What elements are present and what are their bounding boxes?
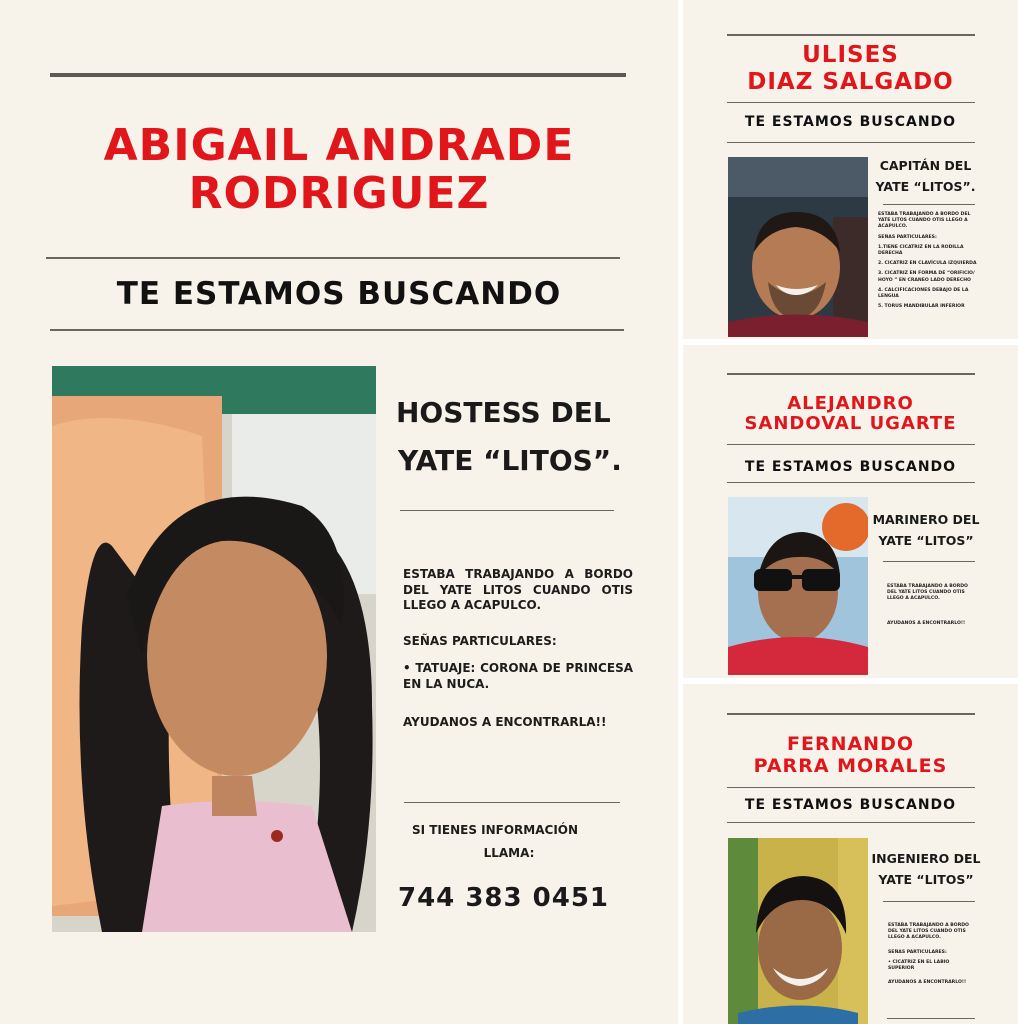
poster-fernando [683, 684, 1018, 1024]
person-name-line1: ALEJANDRO [787, 393, 914, 414]
divider [883, 204, 975, 205]
person-name-line2: SANDOVAL UGARTE [744, 413, 957, 434]
details-block [887, 584, 977, 631]
divider [727, 482, 975, 483]
help-text: AYUDANOS A ENCONTRARLA!! [403, 715, 607, 729]
divider [883, 561, 975, 562]
mark-item: 1.TIENE CICATRIZ EN LA RODILLA DERECHA [878, 244, 964, 256]
details-block [878, 212, 978, 314]
wanted-heading: TE ESTAMOS BUSCANDO [744, 114, 957, 130]
role-title-line2: YATE “LITOS” [878, 533, 974, 548]
divider [727, 822, 975, 823]
role-title-line1: INGENIERO DEL [871, 851, 981, 866]
divider [887, 1018, 975, 1019]
divider [400, 510, 614, 511]
wanted-heading: TE ESTAMOS BUSCANDO [116, 276, 562, 312]
person-name-line1: ULISES [802, 42, 899, 68]
top-rule [727, 713, 975, 715]
role-title-line2: YATE “LITOS”. [398, 444, 622, 477]
person-photo [728, 497, 868, 675]
description: ESTABA TRABAJANDO A BORDO DEL YATE LITOS CUANDO OTIS LLEGO A ACAPULCO. [887, 584, 968, 602]
mark-item: 5. TORUS MANDIBULAR INFERIOR [878, 304, 965, 310]
marks-title: SEÑAS PARTICULARES: [888, 949, 947, 955]
top-rule [727, 373, 975, 375]
person-name-line1: FERNANDO [786, 733, 915, 755]
person-name-line1: ABIGAIL ANDRADE [103, 120, 575, 171]
mark-item: • TATUAJE: CORONA DE PRINCESA EN LA NUCA. [403, 661, 633, 691]
person-name-line2: PARRA MORALES [753, 755, 948, 777]
person-photo [728, 838, 868, 1024]
divider [46, 257, 620, 259]
wanted-heading: TE ESTAMOS BUSCANDO [744, 797, 957, 813]
marks-title: SEÑAS PARTICULARES: [878, 234, 937, 240]
wanted-heading: TE ESTAMOS BUSCANDO [744, 459, 957, 475]
divider [883, 901, 975, 902]
poster-ulises [683, 0, 1018, 339]
person-name-line2: RODRIGUEZ [188, 168, 490, 219]
role-title-line1: HOSTESS DEL [396, 396, 611, 429]
mark-item: 4. CALCIFICACIONES DEBAJO DE LA LENGUA [878, 287, 969, 299]
divider [727, 142, 975, 143]
divider [727, 787, 975, 788]
mark-item: • CICATRIZ EN EL LABIO SUPERIOR [888, 959, 950, 971]
help-text: AYUDANOS A ENCONTRARLO!! [887, 620, 966, 626]
role-title-line1: MARINERO DEL [872, 512, 980, 527]
role-title-line1: CAPITÁN DEL [879, 158, 972, 173]
mark-item: 3. CICATRIZ EN FORMA DE “ORIFICIO/ HOYO ” EN CRANEO LADO DERECHO [878, 271, 975, 283]
description: ESTABA TRABAJANDO A BORDO DEL YATE LITOS CUANDO OTIS LLEGO A ACAPULCO. [878, 212, 971, 230]
info-line1: SI TIENES INFORMACIÓN [411, 823, 579, 837]
person-name-line2: DIAZ SALGADO [747, 69, 954, 95]
help-text: AYUDANOS A ENCONTRARLO!! [888, 980, 967, 986]
person-photo [728, 157, 868, 337]
divider [727, 444, 975, 445]
divider [727, 102, 975, 103]
top-rule [727, 34, 975, 36]
divider [50, 329, 624, 331]
details-block [888, 923, 976, 990]
description: ESTABA TRABAJANDO A BORDO DEL YATE LITOS CUANDO OTIS LLEGO A ACAPULCO. [888, 923, 969, 941]
phone-number: 744 383 0451 [398, 883, 610, 913]
role-title-line2: YATE “LITOS” [878, 872, 974, 887]
info-line2: LLAMA: [483, 846, 535, 860]
marks-title: SEÑAS PARTICULARES: [403, 634, 557, 648]
divider [404, 802, 620, 803]
description: ESTABA TRABAJANDO A BORDO DEL YATE LITOS CUANDO OTIS LLEGO A ACAPULCO. [403, 567, 633, 613]
role-title-line2: YATE “LITOS”. [875, 179, 976, 194]
top-rule [50, 73, 626, 77]
person-photo [52, 366, 376, 932]
mark-item: 2. CICATRIZ EN CLAVÍCULA IZQUIERDA [878, 261, 977, 267]
poster-alejandro [683, 345, 1018, 678]
